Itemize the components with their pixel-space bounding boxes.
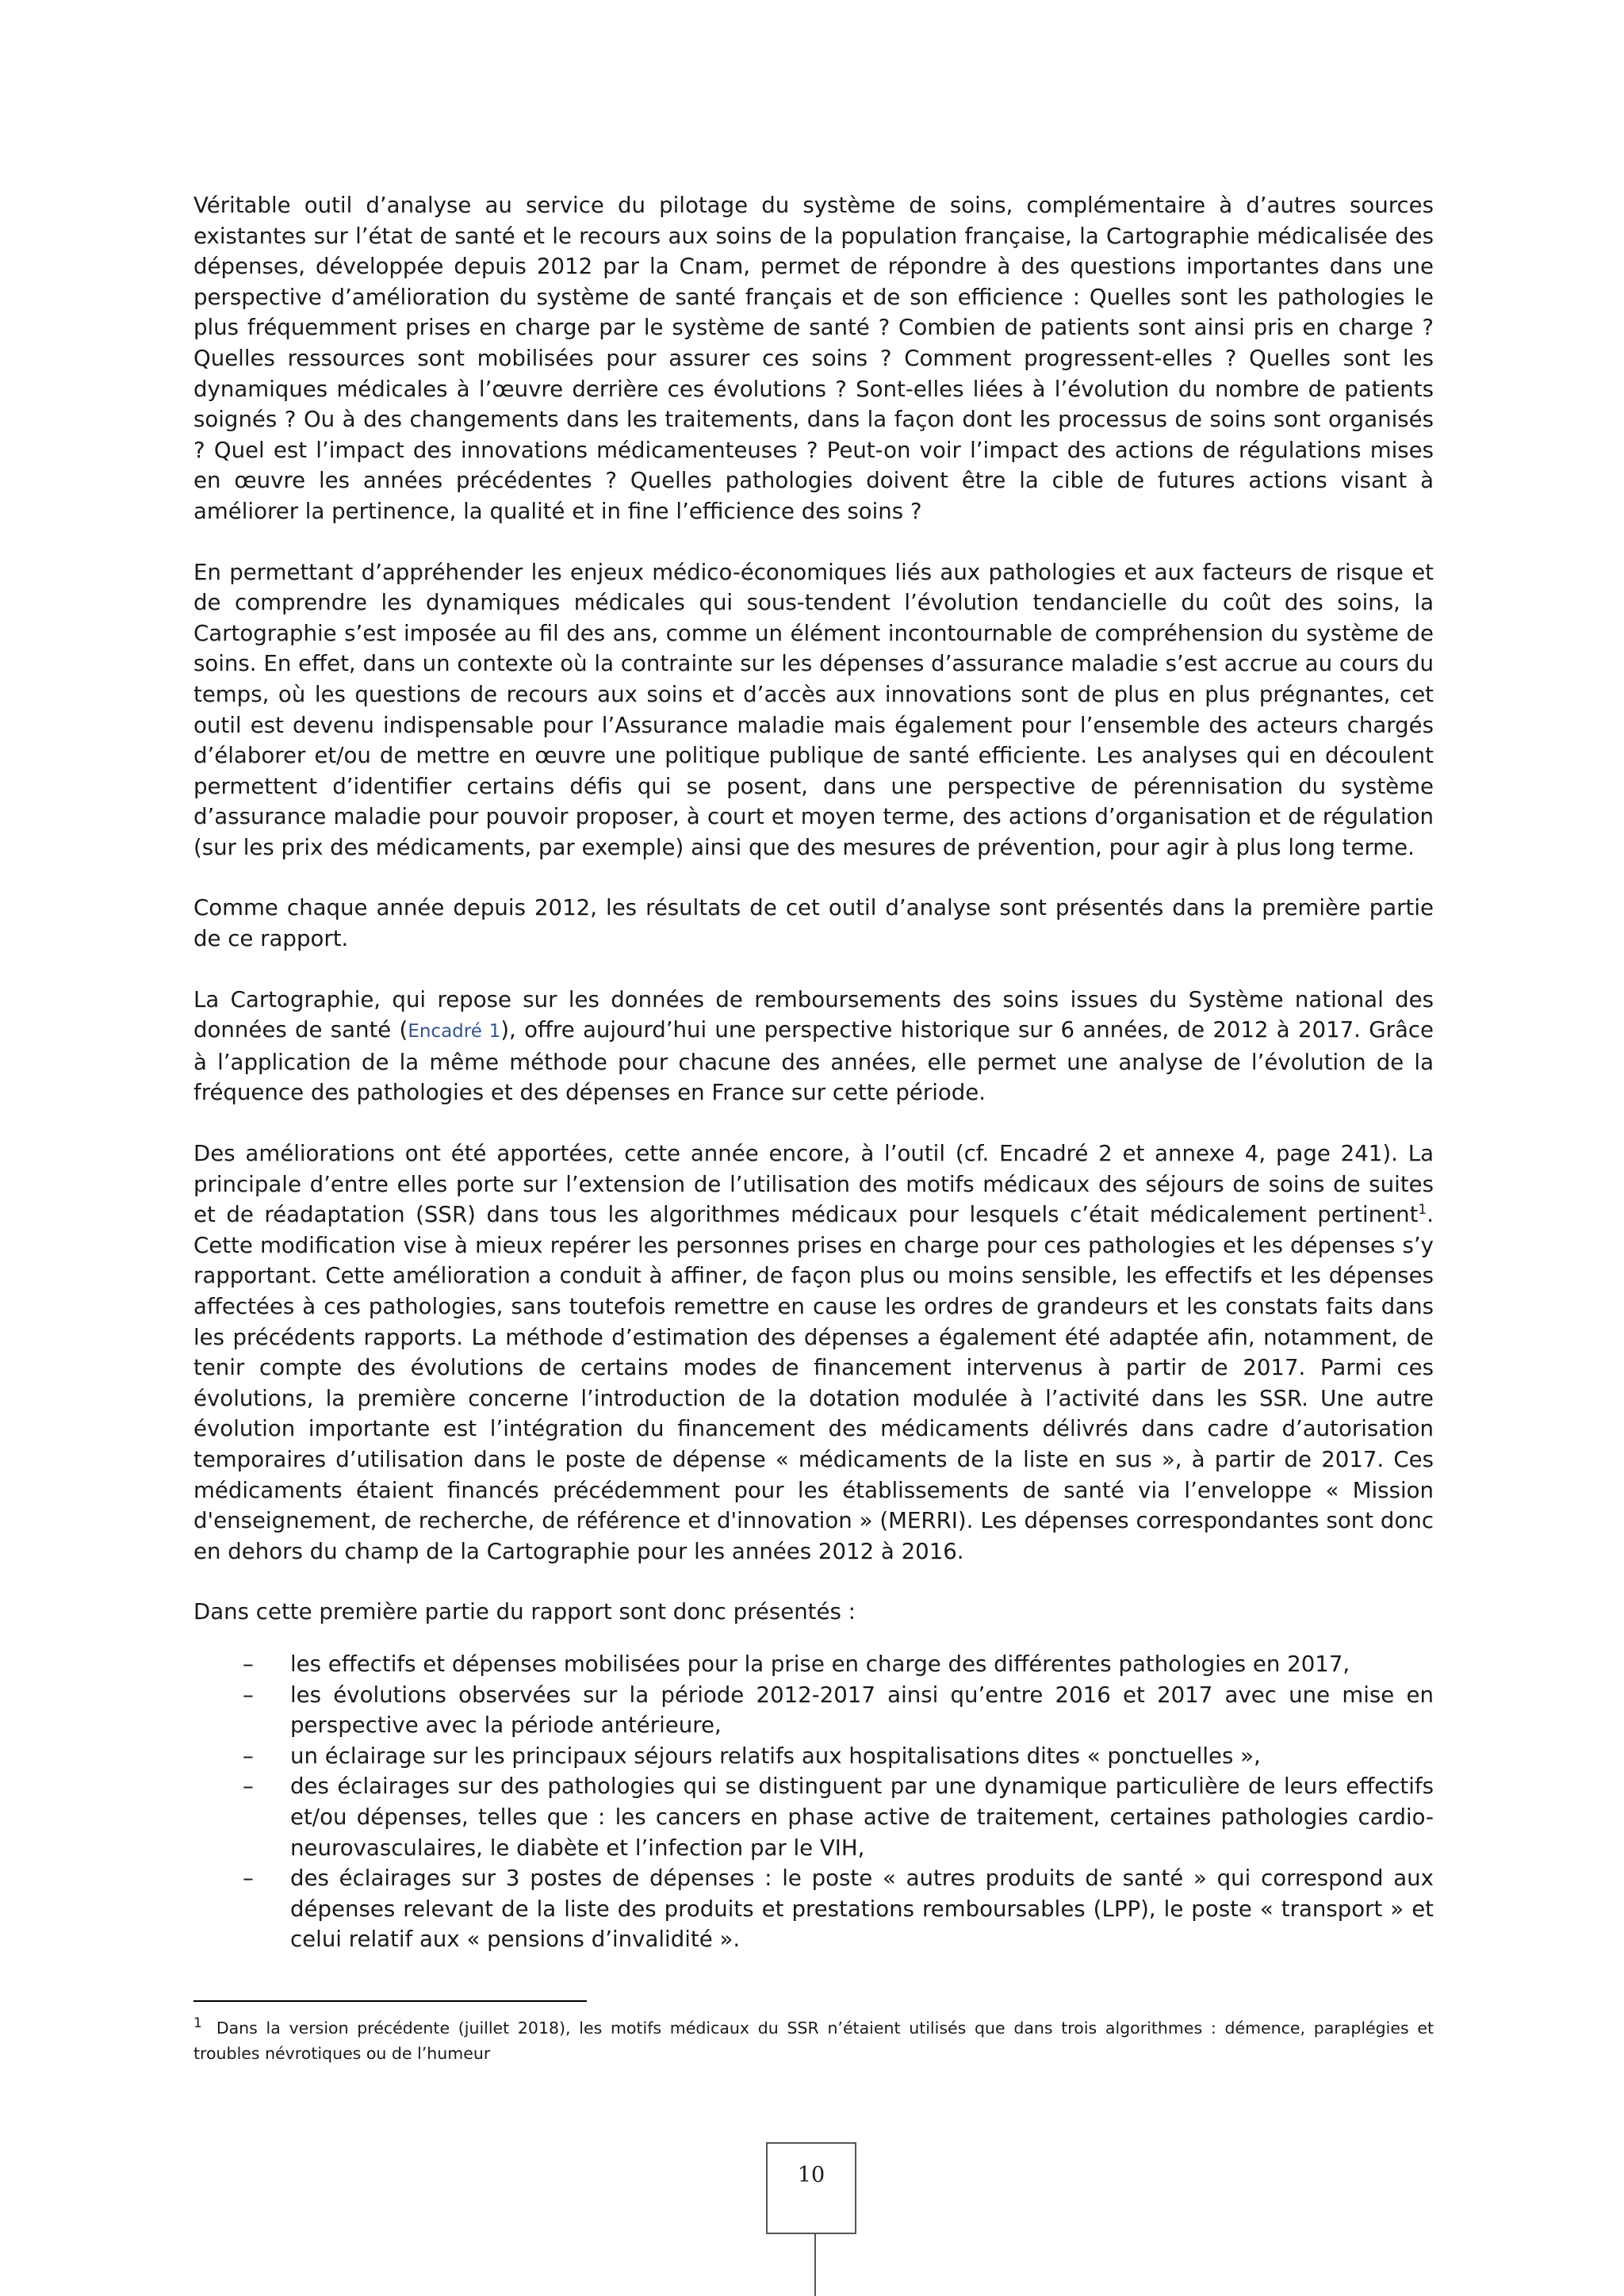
list-item-text: des éclairages sur des pathologies qui se distinguent par une dynamique particulière de leurs effectifs et/ou dépenses, telles que : les cancers en phase active de traitement, certaines pathologies cardio-neurovasculaires, le diabète et l’infection par le VIH, — [290, 1773, 1434, 1861]
paragraph-list-intro: Dans cette première partie du rapport sont donc présentés : — [193, 1598, 856, 1625]
page-number: 10 — [797, 2163, 825, 2187]
list-item-text: un éclairage sur les principaux séjours relatifs aux hospitalisations dites « ponctuelles », — [290, 1742, 1261, 1769]
list-item — [193, 1771, 1434, 1863]
paragraph-context: En permettant d’appréhender les enjeux médico-économiques liés aux pathologies et aux facteurs de risque et de comprendre les dynamiques médicales qui sous-tendent l’évolution tendancielle du coût des soins, la Cartographie s’est imposée au fil des ans, comme un élément incontournable de compréhension du système de soins. En effet, dans un contexte où la contrainte sur les dépenses d’assurance maladie s’est accrue au cours du temps, où les questions de recours aux soins et d’accès aux innovations sont de plus en plus prégnantes, cet outil est devenu indispensable pour l’Assurance maladie mais également pour l’ensemble des acteurs chargés d’élaborer et/ou de mettre en œuvre une politique publique de santé efficiente. Les analyses qui en découlent permettent d’identifier certains défis qui se posent, dans une perspective de pérennisation du système d’assurance maladie pour pouvoir proposer, à court et moyen terme, des actions d’organisation et de régulation (sur les prix des médicaments, par exemple) ainsi que des mesures de prévention, pour agir à plus long terme. — [193, 558, 1434, 860]
page-number-box — [766, 2142, 856, 2234]
dash-bullet: – — [243, 1865, 254, 1892]
footnote-reference: 1 — [1418, 1202, 1427, 1219]
page-number-connector-line — [814, 2234, 816, 2296]
list-item — [193, 1680, 1434, 1741]
paragraph-text: La Cartographie, qui repose sur les données de remboursements des soins issues du Système national des données de santé ( — [193, 985, 1434, 1043]
footnote-text: Dans la version précédente (juillet 2018), les motifs médicaux du SSR n’étaient utilisés que dans trois algorithmes : démence, paraplégies et troubles névrotiques ou de l’humeur — [193, 2019, 1434, 2063]
encadre-1-reference: Encadré 1 — [408, 1021, 501, 1043]
paragraph-ameliorations — [193, 1138, 1434, 1567]
paragraph-text: ), offre aujourd’hui une perspective historique sur 6 années, de 2012 à 2017. Grâce à l’application de la même méthode pour chacune des années, elle permet une analyse de l’évolution de la fréquence des pathologies et des dépenses en France sur cette période. — [193, 1016, 1434, 1106]
dash-list — [193, 1649, 1434, 1955]
dash-bullet: – — [243, 1681, 254, 1708]
body-text — [193, 190, 1434, 1955]
list-item — [193, 1741, 1434, 1772]
footnote-separator — [193, 2000, 587, 2002]
dash-bullet: – — [243, 1742, 254, 1769]
footnote — [193, 2015, 1434, 2066]
list-item-text: les évolutions observées sur la période 2012-2017 ainsi qu’entre 2016 et 2017 avec une mise en perspective avec la période antérieure, — [290, 1681, 1434, 1739]
paragraph-text: Des améliorations ont été apportées, cette année encore, à l’outil (cf. Encadré 2 et annexe 4, page 241). La principale d’entre elles porte sur l’extension de l’utilisation des motifs médicaux des séjours de soins de suites et de réadaptation (SSR) dans tous les algorithmes médicaux pour lesquels c’était médicalement pertinent — [193, 1140, 1434, 1228]
list-item-text: les effectifs et dépenses mobilisées pour la prise en charge des différentes pathologies en 2017, — [290, 1650, 1350, 1677]
list-item — [193, 1863, 1434, 1955]
paragraph-results: Comme chaque année depuis 2012, les résultats de cet outil d’analyse sont présentés dans la première partie de ce rapport. — [193, 894, 1434, 952]
list-item — [193, 1649, 1434, 1680]
paragraph-cartographie — [193, 985, 1434, 1108]
paragraph-text: . Cette modification vise à mieux repérer les personnes prises en charge pour ces pathologies et les dépenses s’y rapportant. Cette amélioration a conduit à affiner, de façon plus ou moins sensible, les effectifs et les dépenses affectées à ces pathologies, sans toutefois remettre en cause les ordres de grandeurs et les constats faits dans les précédents rapports. La méthode d’estimation des dépenses a également été adaptée afin, notamment, de tenir compte des évolutions de certains modes de financement intervenus à partir de 2017. Parmi ces évolutions, la première concerne l’introduction de la dotation modulée à l’activité dans les SSR. Une autre évolution importante est l’intégration du financement des médicaments délivrés dans cadre d’autorisation temporaires d’utilisation dans le poste de dépense « médicaments de la liste en sus », à partir de 2017. Ces médicaments étaient financés précédemment pour les établissements de santé via l’enveloppe « Mission d'enseignement, de recherche, de référence et d'innovation » (MERRI). Les dépenses correspondantes sont donc en dehors du champ de la Cartographie pour les années 2012 à 2016. — [193, 1201, 1434, 1564]
footnote-marker: 1 — [193, 2015, 202, 2032]
paragraph-intro: Véritable outil d’analyse au service du pilotage du système de soins, complémentaire à d’autres sources existantes sur l’état de santé et le recours aux soins de la population française, la Cartographie médicalisée des dépenses, développée depuis 2012 par la Cnam, permet de répondre à des questions importantes dans une perspective d’amélioration du système de santé français et de son efficience : Quelles sont les pathologies le plus fréquemment prises en charge par le système de santé ? Combien de patients sont ainsi pris en charge ? Quelles ressources sont mobilisées pour assurer ces soins ? Comment progressent-elles ? Quelles sont les dynamiques médicales à l’œuvre derrière ces évolutions ? Sont-elles liées à l’évolution du nombre de patients soignés ? Ou à des changements dans les traitements, dans la façon dont les processus de soins sont organisés ? Quel est l’impact des innovations médicamenteuses ? Peut-on voir l’impact des actions de régulations mises en œuvre les années précédentes ? Quelles pathologies doivent être la cible de futures actions visant à améliorer la pertinence, la qualité et in fine l’efficience des soins ? — [193, 192, 1434, 524]
list-item-text: des éclairages sur 3 postes de dépenses : le poste « autres produits de santé » qui correspond aux dépenses relevant de la liste des produits et prestations remboursables (LPP), le poste « transport » et celui relatif aux « pensions d’invalidité ». — [290, 1865, 1434, 1953]
dash-bullet: – — [243, 1650, 254, 1677]
dash-bullet: – — [243, 1773, 254, 1800]
